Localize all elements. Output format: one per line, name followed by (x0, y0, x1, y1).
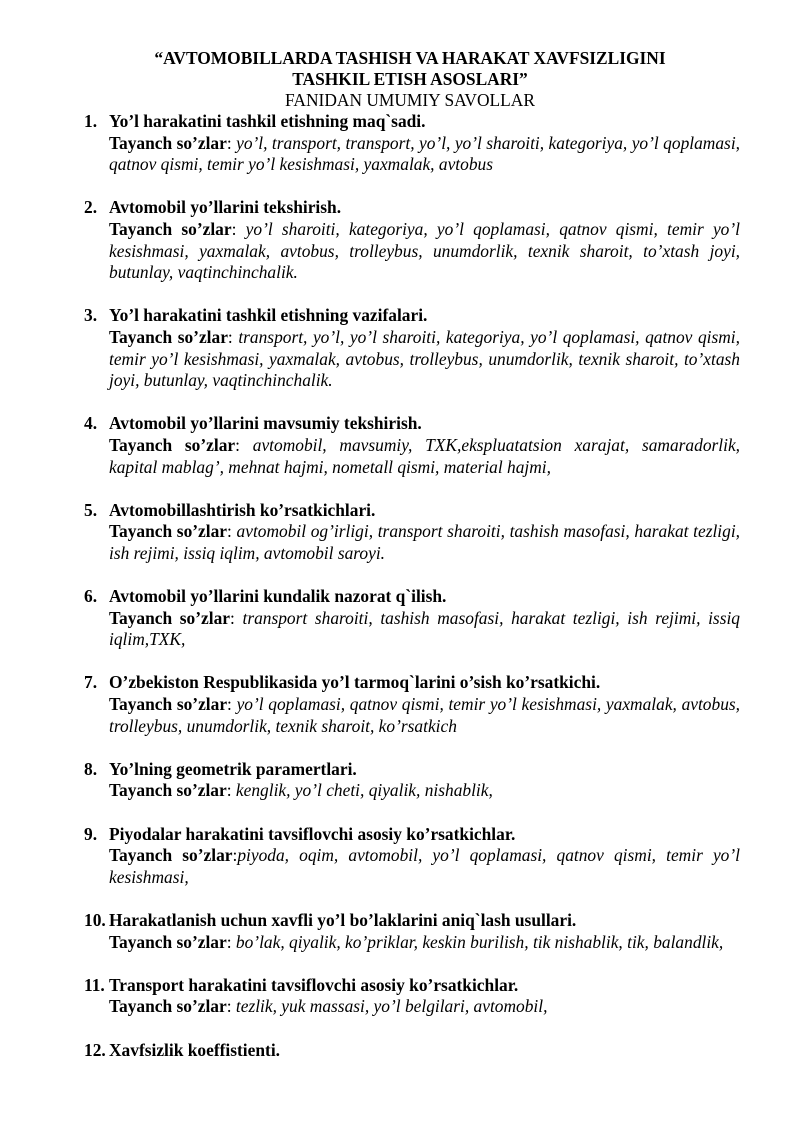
question-title: Avtomobil yo’llarini kundalik nazorat q`ilish. (109, 586, 447, 607)
keywords-separator: : (227, 521, 237, 542)
question-number: 9. (84, 823, 98, 844)
keywords-label: Tayanch so’zlar (109, 996, 227, 1017)
question-item (84, 111, 740, 176)
keywords-terms: transport sharoiti, tashish masofasi, harakat tezligi, ish rejimi, issiq iqlim,TXK, (109, 607, 740, 650)
question-number: 3. (84, 305, 98, 326)
keywords-label: Tayanch so’zlar (109, 845, 233, 866)
keywords-separator: : (231, 218, 246, 239)
keywords-separator: : (226, 996, 236, 1017)
keywords-label: Tayanch so’zlar (109, 694, 228, 715)
subtitle: FANIDAN UMUMIY SAVOLLAR (285, 90, 535, 110)
keywords-terms: avtomobil, mavsumiy, TXK,ekspluatatsion xarajat, samaradorlik, kapital mablag’, mehnat hajmi, nometall qismi, material hajmi, (109, 434, 741, 477)
keywords-label: Tayanch so’zlar (109, 132, 227, 153)
keywords-line (109, 996, 740, 1018)
question-title: Yo’l harakatini tashkil etishning vazifalari. (109, 305, 428, 326)
keywords-line (109, 435, 740, 478)
keywords-separator: : (230, 607, 243, 628)
question-number: 2. (84, 197, 98, 218)
question-title: Avtomobil yo’llarini tekshirish. (109, 197, 342, 218)
keywords-label: Tayanch so’zlar (109, 780, 227, 801)
keywords-terms: transport, yo’l, yo’l sharoiti, kategoriya, yo’l qoplamasi, qatnov qismi, temir yo’l kesishmasi, yaxmalak, avtobus, trolleybus, unumdorlik, texnik sharoit, to’xtash joyi, butunlay, vaqtinchinchalik. (109, 326, 740, 391)
keywords-separator: : (232, 845, 238, 866)
keywords-line (109, 133, 740, 176)
question-number: 8. (84, 758, 98, 779)
keywords-line (109, 521, 740, 564)
keywords-terms: yo’l, transport, transport, yo’l, yo’l sharoiti, kategoriya, yo’l qoplamasi, qatnov qismi, temir yo’l kesishmasi, yaxmalak, avtobus (109, 132, 740, 175)
question-item (84, 197, 740, 283)
question-item (84, 672, 740, 737)
question-item (84, 1040, 740, 1062)
keywords-label: Tayanch so’zlar (109, 607, 231, 628)
question-item (84, 824, 740, 889)
keywords-line (109, 694, 740, 737)
keywords-separator: : (227, 326, 239, 347)
question-item (84, 975, 740, 1018)
question-list (84, 111, 740, 1061)
keywords-terms: piyoda, oqim, avtomobil, yo’l qoplamasi, qatnov qismi, temir yo’l kesishmasi, (109, 845, 740, 887)
question-number: 11. (84, 974, 105, 995)
keywords-line (109, 932, 740, 954)
question-item (84, 413, 740, 478)
keywords-line (109, 608, 740, 651)
question-title: Yo’l harakatini tashkil etishning maq`sadi. (109, 111, 426, 131)
keywords-terms: kenglik, yo’l cheti, qiyalik, nishablik, (235, 780, 493, 801)
question-title: Xavfsizlik koeffistienti. (109, 1039, 280, 1060)
question-title: Avtomobillashtirish ko’rsatkichlari. (109, 499, 376, 520)
keywords-terms: bo’lak, qiyalik, ko’priklar, keskin burilish, tik nishablik, tik, balandlik, (235, 931, 724, 952)
question-title: Avtomobil yo’llarini mavsumiy tekshirish. (109, 413, 422, 434)
question-item (84, 305, 740, 391)
keywords-label: Tayanch so’zlar (109, 218, 232, 239)
keywords-terms: tezlik, yuk massasi, yo’l belgilari, avtomobil, (235, 996, 548, 1017)
keywords-line (109, 219, 740, 284)
document-header (80, 48, 740, 111)
question-title: Harakatlanish uchun xavfli yo’l bo’laklarini aniq`lash usullari. (109, 909, 577, 930)
keywords-separator: : (226, 780, 236, 801)
keywords-separator: : (226, 132, 237, 153)
keywords-separator: : (226, 931, 236, 952)
question-number: 5. (84, 499, 98, 520)
keywords-label: Tayanch so’zlar (109, 434, 236, 455)
question-number: 4. (84, 413, 98, 434)
keywords-terms: yo’l sharoiti, kategoriya, yo’l qoplamasi, qatnov qismi, temir yo’l kesishmasi, yaxmalak, avtobus, trolleybus, unumdorlik, texnik sharoit, to’xtash joyi, butunlay, vaqtinchinchalik. (109, 218, 740, 283)
keywords-separator: : (235, 434, 253, 455)
question-item (84, 759, 740, 802)
keywords-line (109, 845, 740, 888)
question-number: 6. (84, 586, 98, 607)
keywords-line (109, 780, 740, 802)
question-number: 1. (84, 111, 98, 131)
question-item (84, 910, 740, 953)
keywords-label: Tayanch so’zlar (109, 521, 228, 542)
keywords-terms: yo’l qoplamasi, qatnov qismi, temir yo’l kesishmasi, yaxmalak, avtobus, trolleybus, unumdorlik, texnik sharoit, ko’rsatkich (109, 694, 741, 736)
keywords-label: Tayanch so’zlar (109, 326, 228, 347)
question-title: O’zbekiston Respublikasida yo’l tarmoq`larini o’sish ko’rsatkichi. (109, 672, 601, 693)
title-line-2: TASHKIL ETISH ASOSLARI” (292, 69, 528, 89)
question-item (84, 500, 740, 565)
question-title: Piyodalar harakatini tavsiflovchi asosiy ko’rsatkichlar. (109, 823, 516, 844)
question-item (84, 586, 740, 651)
keywords-terms: avtomobil og’irligi, transport sharoiti, tashish masofasi, harakat tezligi, ish rejimi, issiq iqlim, avtomobil saroyi. (109, 521, 740, 563)
question-number: 12. (84, 1039, 106, 1060)
question-number: 10. (84, 909, 106, 930)
question-title: Yo’lning geometrik paramertlari. (109, 758, 357, 779)
keywords-separator: : (227, 694, 237, 715)
keywords-line (109, 327, 740, 392)
question-title: Transport harakatini tavsiflovchi asosiy ko’rsatkichlar. (109, 974, 519, 995)
keywords-label: Tayanch so’zlar (109, 931, 227, 952)
question-number: 7. (84, 672, 98, 693)
title-line-1: “AVTOMOBILLARDA TASHISH VA HARAKAT XAVFSIZLIGINI (154, 48, 666, 68)
